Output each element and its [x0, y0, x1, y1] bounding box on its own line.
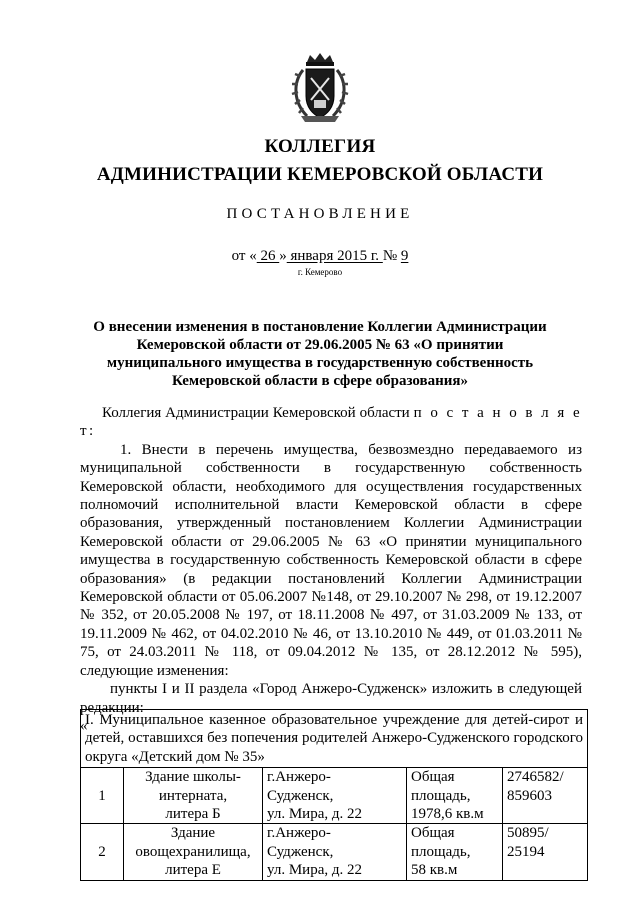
- property-value: 2746582/ 859603: [503, 768, 588, 824]
- date-mid: »: [279, 248, 287, 264]
- property-area: Общая площадь, 1978,6 кв.м: [407, 768, 503, 824]
- property-address: г.Анжеро- Судженск, ул. Мира, д. 22: [263, 768, 407, 824]
- property-area: Общая площадь, 58 кв.м: [407, 824, 503, 880]
- org-name-line1: КОЛЛЕГИЯ: [264, 136, 376, 157]
- property-address: г.Анжеро- Судженск, ул. Мира, д. 22: [263, 824, 407, 880]
- point-1-paragraph: 1. Внести в перечень имущества, безвозмездно передаваемого из муниципальной собственности в государственную собственность Кемеровской области, необходимого для осуществления государственных полномочий исполнительной власти Кемеровской области в сфере образования, утвержденный постановлением Коллегии Администрации Кемеровской области от 29.06.2005 № 63 «О принятии муниципального имущества в государственную собственность Кемеровской области в сфере образования» (в редакции постановлений Коллегии Администрации Кемеровской области от 05.06.2007 №148, от 29.10.2007 № 298, от 19.12.2007 № 352, от 20.05.2008 № 197, от 18.11.2008 № 497, от 31.03.2009 № 133, от 19.11.2009 № 462, от 04.02.2010 № 46, от 13.10.2010 № 449, от 01.03.2011 № 75, от 24.03.2011 № 118, от 09.04.2012 № 135, от 28.12.2012 № 595), следующие изменения:: [80, 441, 582, 679]
- section-title: I. Муниципальное казенное образовательное учреждение для детей-сирот и детей, оставшихся без попечения родителей Анжеро-Судженского городского округа «Детский дом № 35»: [81, 710, 588, 768]
- table-row: [81, 768, 588, 824]
- date-prefix: от «: [231, 248, 257, 264]
- property-value: 50895/ 25194: [503, 824, 588, 880]
- org-name-line2: АДМИНИСТРАЦИИ КЕМЕРОВСКОЙ ОБЛАСТИ: [96, 164, 544, 185]
- table-section-row: [81, 710, 588, 768]
- row-number: 1: [81, 768, 124, 824]
- document-type: ПОСТАНОВЛЕНИЕ: [226, 206, 414, 222]
- city: г. Кемерово: [297, 267, 343, 277]
- date-month-year: января 2015 г.: [286, 248, 383, 264]
- property-table: [80, 709, 588, 881]
- kemerovo-coat-of-arms-icon: [289, 52, 351, 124]
- document-body: [80, 404, 582, 735]
- intro-paragraph: Коллегия Администрации Кемеровской области п о с т а н о в л я е т:: [80, 405, 582, 440]
- row-number: 2: [81, 824, 124, 880]
- point-1-sub-paragraph: пункты I и II раздела «Город Анжеро-Судженск» изложить в следующей редакции:: [80, 681, 582, 716]
- number-prefix: №: [382, 248, 401, 264]
- open-quote: «: [80, 717, 88, 734]
- table-row: [81, 824, 588, 880]
- property-name: Здание школы- интерната, литера Б: [124, 768, 263, 824]
- date-day: 26: [256, 248, 280, 264]
- document-number: 9: [400, 248, 409, 264]
- date-line: [0, 248, 640, 265]
- property-name: Здание овощехранилища, литера Е: [124, 824, 263, 880]
- document-subject: О внесении изменения в постановление Коллегии Администрации Кемеровской области от 29.06.2005 № 63 «О принятии муниципального имущества в государственную собственность Кемеровской области в сфере образования»: [93, 319, 547, 389]
